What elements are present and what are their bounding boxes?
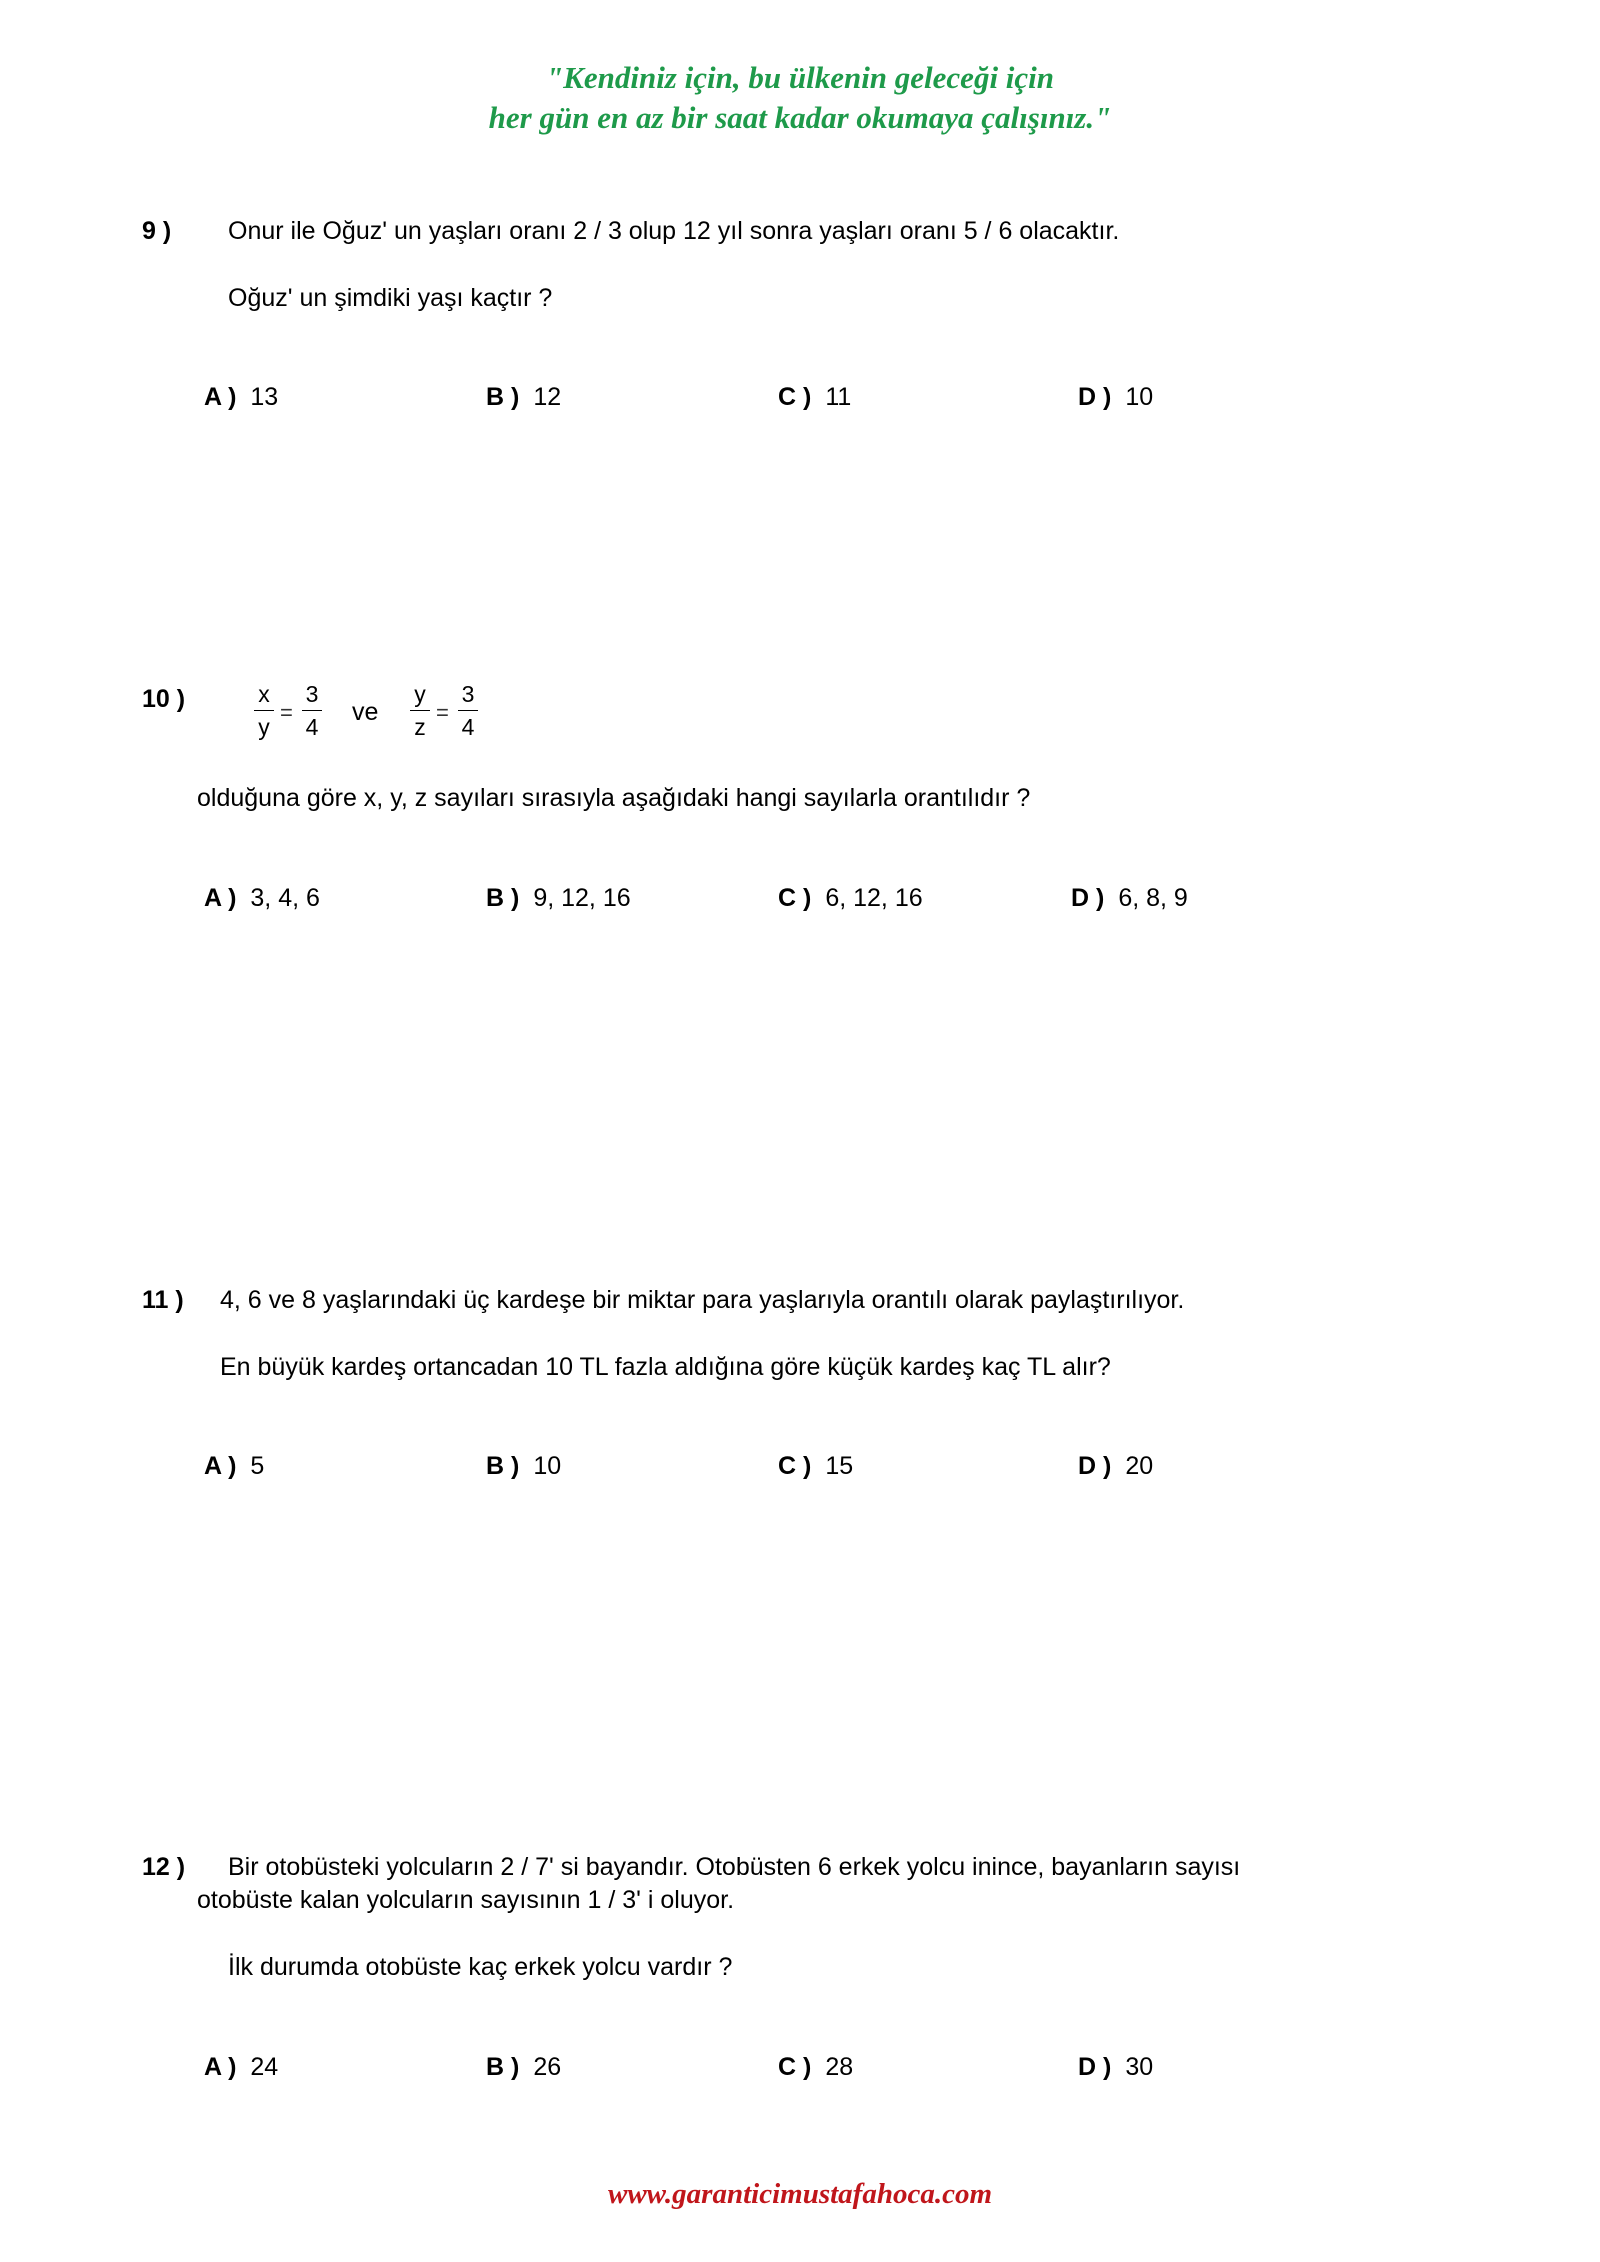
option-label: D ) — [1078, 2053, 1112, 2081]
option-label: C ) — [778, 2053, 812, 2081]
option-a[interactable] — [204, 383, 278, 412]
option-value: 26 — [533, 2053, 562, 2081]
option-label: C ) — [778, 884, 812, 912]
question-text: İlk durumda otobüste kaç erkek yolcu vardır ? — [228, 1953, 733, 1981]
option-a[interactable] — [204, 2053, 278, 2082]
header-quote-line2: her gün en az bir saat kadar okumaya çalışınız." — [488, 100, 1112, 135]
option-label: B ) — [486, 383, 520, 411]
option-c[interactable] — [778, 884, 923, 913]
option-c[interactable] — [778, 383, 851, 412]
option-label: D ) — [1078, 383, 1112, 411]
option-label: A ) — [204, 884, 237, 912]
question-number: 9 ) — [142, 217, 172, 245]
option-label: B ) — [486, 884, 520, 912]
fraction-3-over-4: 3 4 — [458, 680, 478, 741]
option-value: 9, 12, 16 — [533, 884, 631, 912]
option-b[interactable] — [486, 884, 631, 913]
option-b[interactable] — [486, 383, 561, 412]
question-text: 4, 6 ve 8 yaşlarındaki üç kardeşe bir miktar para yaşlarıyla orantılı olarak paylaştırılıyor. — [220, 1286, 1185, 1314]
option-value: 20 — [1125, 1452, 1154, 1480]
question-number: 10 ) — [142, 685, 186, 713]
option-value: 12 — [533, 383, 562, 411]
option-label: A ) — [204, 1452, 237, 1480]
option-c[interactable] — [778, 1452, 853, 1481]
footer-website[interactable]: www.garanticimustafahoca.com — [607, 2178, 993, 2210]
option-b[interactable] — [486, 2053, 561, 2082]
option-value: 15 — [825, 1452, 854, 1480]
question-text: Oğuz' un şimdiki yaşı kaçtır ? — [228, 284, 553, 312]
option-label: C ) — [778, 383, 812, 411]
option-label: D ) — [1071, 884, 1105, 912]
option-value: 10 — [533, 1452, 562, 1480]
question-text: Bir otobüsteki yolcuların 2 / 7' si bayandır. Otobüsten 6 erkek yolcu inince, bayanların sayısı — [228, 1853, 1241, 1881]
option-label: D ) — [1078, 1452, 1112, 1480]
option-value: 24 — [250, 2053, 279, 2081]
option-a[interactable] — [204, 884, 320, 913]
option-value: 10 — [1125, 383, 1154, 411]
option-value: 6, 12, 16 — [825, 884, 923, 912]
fraction-y-over-z: y z — [410, 680, 430, 741]
question-number: 12 ) — [142, 1853, 186, 1881]
fraction-x-over-y: x y — [254, 680, 274, 741]
option-label: B ) — [486, 1452, 520, 1480]
option-label: C ) — [778, 1452, 812, 1480]
option-d[interactable] — [1071, 884, 1188, 913]
question-text: otobüste kalan yolcuların sayısının 1 / 3' i oluyor. — [197, 1886, 735, 1914]
fraction-3-over-4: 3 4 — [302, 680, 322, 741]
question-text: olduğuna göre x, y, z sayıları sırasıyla aşağıdaki hangi sayılarla orantılıdır ? — [197, 784, 1031, 812]
question-number: 11 ) — [142, 1286, 184, 1314]
option-a[interactable] — [204, 1452, 264, 1481]
option-d[interactable] — [1078, 1452, 1153, 1481]
option-b[interactable] — [486, 1452, 561, 1481]
equals-sign: = — [280, 700, 293, 725]
option-value: 3, 4, 6 — [250, 884, 320, 912]
option-value: 30 — [1125, 2053, 1154, 2081]
option-value: 28 — [825, 2053, 854, 2081]
question-text: En büyük kardeş ortancadan 10 TL fazla aldığına göre küçük kardeş kaç TL alır? — [220, 1353, 1111, 1381]
option-value: 11 — [825, 383, 852, 411]
option-label: A ) — [204, 2053, 237, 2081]
option-value: 13 — [250, 383, 279, 411]
option-d[interactable] — [1078, 383, 1153, 412]
option-value: 5 — [250, 1452, 265, 1480]
header-quote-line1: "Kendiniz için, bu ülkenin geleceği için — [545, 60, 1055, 95]
question-text: Onur ile Oğuz' un yaşları oranı 2 / 3 olup 12 yıl sonra yaşları oranı 5 / 6 olacaktır. — [228, 217, 1120, 245]
option-label: A ) — [204, 383, 237, 411]
option-value: 6, 8, 9 — [1118, 884, 1188, 912]
option-label: B ) — [486, 2053, 520, 2081]
option-d[interactable] — [1078, 2053, 1153, 2082]
equals-sign: = — [436, 700, 449, 725]
conjunction-ve: ve — [352, 698, 379, 726]
option-c[interactable] — [778, 2053, 853, 2082]
